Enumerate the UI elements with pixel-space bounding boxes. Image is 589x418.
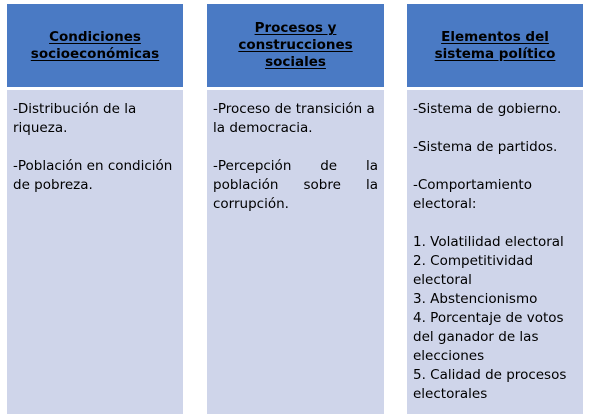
column-condiciones-socioeconomicas <box>7 4 183 414</box>
numbered-item: 3. Abstencionismo <box>413 291 538 307</box>
column-item: -Sistema de gobierno. <box>413 101 562 117</box>
column-item: -Comportamiento electoral: <box>413 177 532 212</box>
column-item: -Población en condición de pobreza. <box>13 158 173 193</box>
column-header <box>7 4 183 90</box>
column-body <box>7 93 183 414</box>
column-title: Condiciones socioeconómicas <box>30 28 160 62</box>
numbered-item: 2. Competitividad electoral <box>413 253 534 288</box>
numbered-item: 4. Porcentaje de votos del ganador de las elecciones <box>413 310 564 364</box>
column-header <box>207 4 384 90</box>
column-title: Procesos y construcciones sociales <box>238 20 353 70</box>
column-body <box>407 93 583 414</box>
column-sistema-politico <box>407 4 583 414</box>
column-body <box>207 93 384 414</box>
column-header <box>407 4 583 90</box>
column-item: -Sistema de partidos. <box>413 139 558 155</box>
column-procesos-sociales <box>207 4 384 414</box>
column-title: Elementos del sistema político <box>434 28 556 62</box>
column-item: -Distribución de la riqueza. <box>13 101 137 136</box>
numbered-item: 5. Calidad de procesos electorales <box>413 367 567 402</box>
column-item: -Proceso de transición a la democracia. <box>213 101 375 136</box>
numbered-item: 1. Volatilidad electoral <box>413 234 564 250</box>
column-item: -Percepción de la población sobre la corrupción. <box>213 158 378 212</box>
